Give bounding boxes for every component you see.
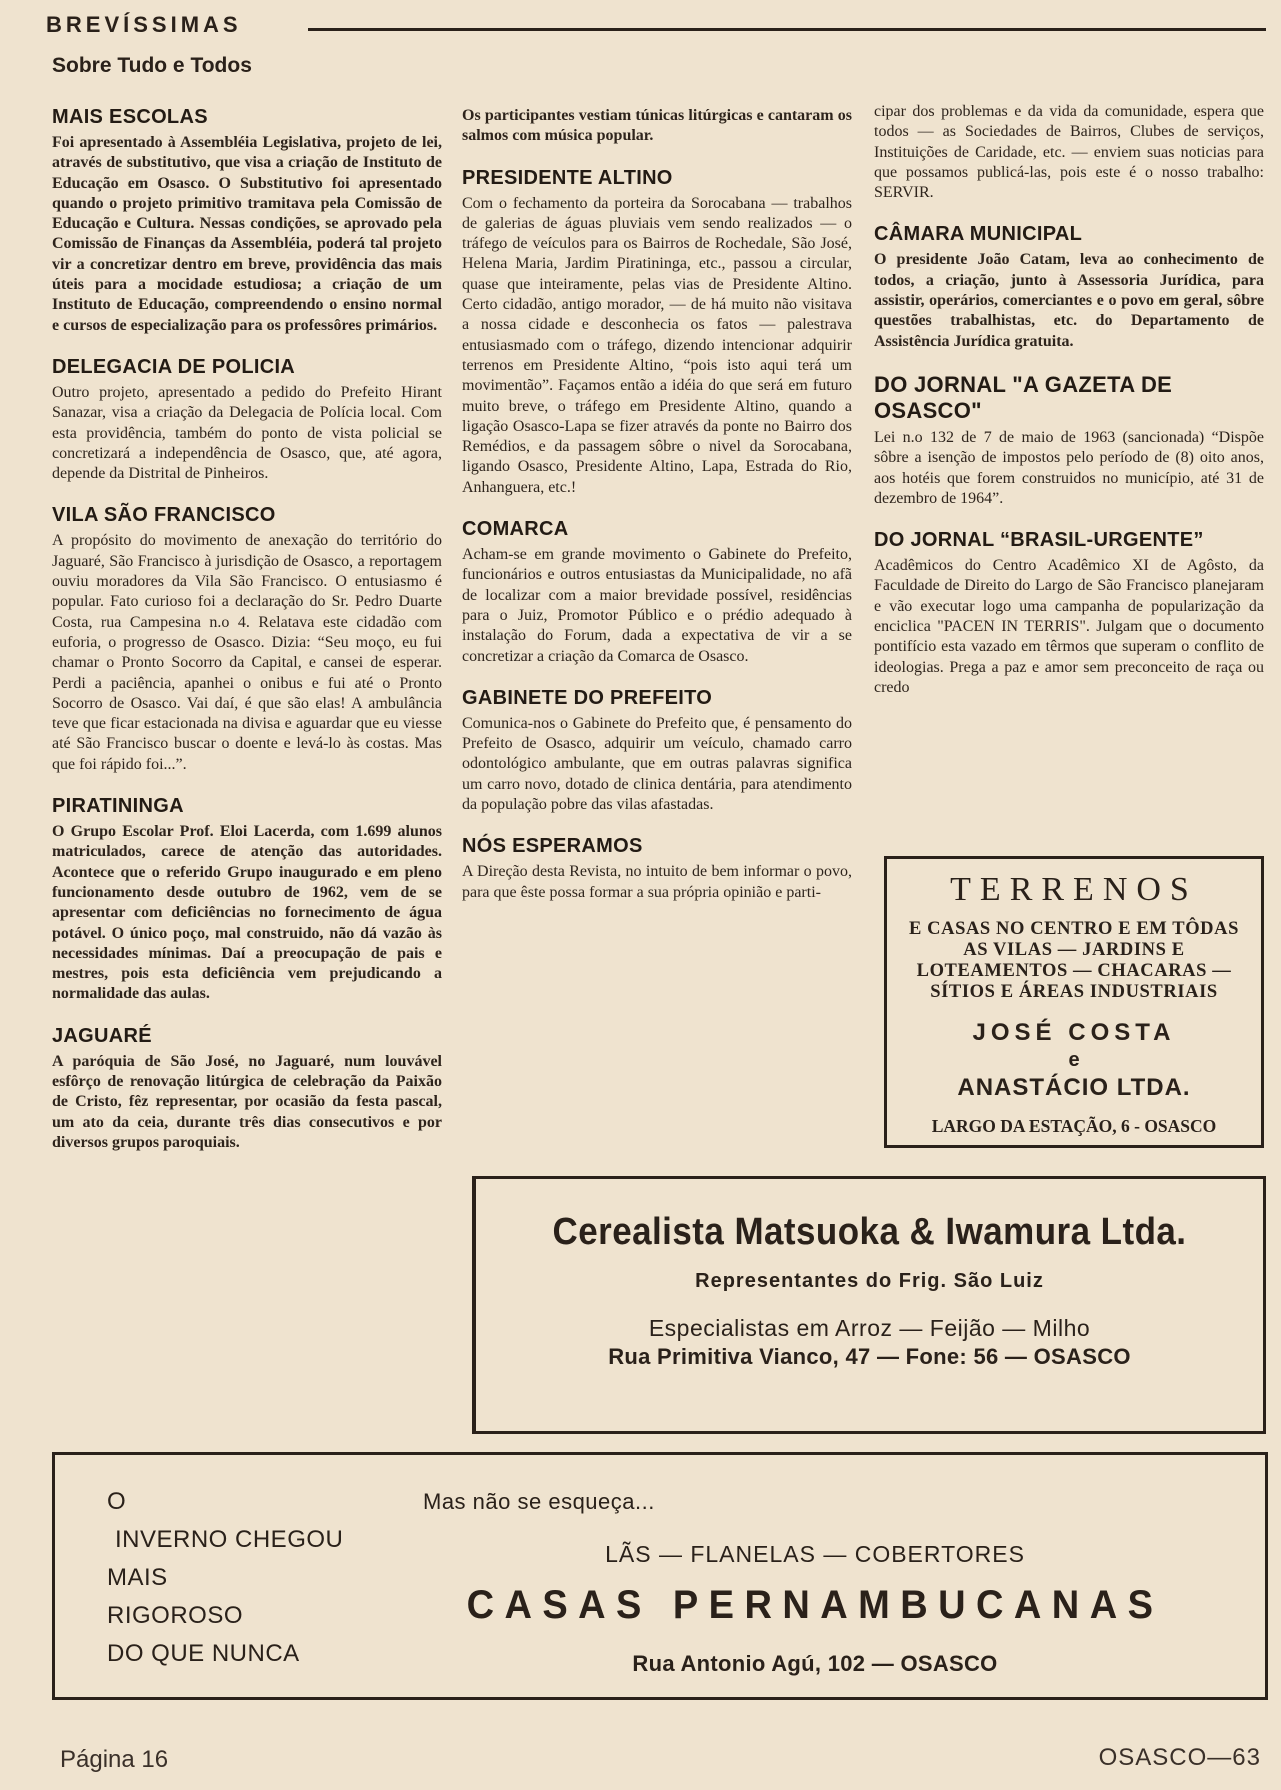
masthead xyxy=(46,12,1266,42)
ad-terrenos-body: E CASAS NO CENTRO E EM TÔDAS AS VILAS — JARDINS E LOTEAMENTOS — CHACARAS — SÍTIOS E ÁREAS INDUSTRIAIS xyxy=(909,919,1239,1002)
article-body: Lei n.o 132 de 7 de maio de 1963 (sancionada) “Dispõe sôbre a isenção de impostos pelo período de (8) oito anos, aos hotéis que forem construidos no município, até 31 de dezembro de 1964”. xyxy=(874,428,1264,507)
article-body: Os participantes vestiam túnicas litúrgicas e cantaram os salmos com música popular. xyxy=(462,107,852,145)
article-presidente-altino xyxy=(462,167,852,498)
ad-casas-pernambucanas xyxy=(52,1452,1268,1700)
article-body: Comunica-nos o Gabinete do Prefeito que, é pensamento do Prefeito de Osasco, adquirir um veículo, chamado carro odontológico ambulante, que em outras palavras significa um carro novo, dotado de clinica dentária, para atendimento da população pobre das vilas afastadas. xyxy=(462,714,852,814)
slogan-line: RIGOROSO xyxy=(107,1602,244,1629)
article-jaguare xyxy=(52,1025,442,1153)
article-heading: PRESIDENTE ALTINO xyxy=(462,166,673,189)
page-number: Página 16 xyxy=(60,1746,169,1773)
ad-cerealista xyxy=(472,1176,1266,1434)
header-rule xyxy=(308,28,1266,31)
article-heading: JAGUARÉ xyxy=(52,1024,152,1047)
article-gazeta-de-osasco xyxy=(874,372,1264,509)
article-camara-municipal xyxy=(874,223,1264,351)
article-heading: PIRATININGA xyxy=(52,795,184,818)
issue-label: OSASCO—63 xyxy=(1098,1744,1261,1771)
article-heading: MAIS ESCOLAS xyxy=(52,106,208,128)
article-nos-esperamos xyxy=(462,835,852,903)
slogan-line: INVERNO CHEGOU xyxy=(115,1526,344,1553)
article-gabinete xyxy=(462,687,852,815)
article-body: Com o fechamento da porteira da Sorocabana — trabalhos de galerias de águas pluviais vem sendo realizados — o tráfego de veículos para os Bairros de Rochedale, São José, Helena Maria, Jardim Piratininga, etc., passou a circular, quase que inteiramente, pelas vias de Presidente Altino. Certo cidadão, antigo morador, — de há muito não visitava a nossa cidade e desconhecia os fatos — palestrava entusiasmado com o tráfego, dizendo intencionar adquirir terrenos em Presidente Altino, “pois isto aqui terá um movimentão”. Façamos então a idéia do que será em futuro muito breve, o tráfego em Presidente Altino, quando a ligação Osasco-Lapa se fizer através da ponte no Bairro dos Remédios, e da passagem sôbre o nivel da Sorocabana, ligando Osasco, Presidente Altino, Lapa, Estrada do Rio, Anhanguera, etc.! xyxy=(462,194,852,496)
section-subtitle: Sobre Tudo e Todos xyxy=(52,54,252,77)
ad-cerealista-line3: Rua Primitiva Vianco, 47 — Fone: 56 — OSASCO xyxy=(608,1344,1131,1369)
article-body: A Direção desta Revista, no intuito de bem informar o povo, para que êste possa formar a sua própria opinião e parti- xyxy=(462,863,852,901)
article-heading: NÓS ESPERAMOS xyxy=(462,835,643,858)
ad-cerealista-name: Cerealista Matsuoka & Iwamura Ltda. xyxy=(552,1211,1187,1253)
section-title: BREVÍSSIMAS xyxy=(46,12,242,37)
article-body: cipar dos problemas e da vida da comunidade, espera que todos — as Sociedades de Bairros, Clubes de serviços, Instituições de Caridade, etc. — enviem suas noticias para que possamos publicá-las, pois este é o nosso trabalho: SERVIR. xyxy=(874,103,1264,202)
ad-terrenos-name2: ANASTÁCIO LTDA. xyxy=(957,1074,1191,1101)
ad-terrenos-title: TERRENOS xyxy=(950,871,1198,908)
article-nos-esperamos-continued xyxy=(874,102,1264,203)
ad-terrenos-name1: JOSÉ COSTA xyxy=(972,1019,1176,1046)
column-2 xyxy=(462,106,852,923)
article-body: A propósito do movimento de anexação do território do Jaguaré, São Francisco à jurisdição de Osasco, a reportagem ouviu moradores da Vila São Francisco. O entusiasmo é popular. Fato curioso foi a declaração do Sr. Pedro Duarte Costa, rua Campesina n.o 4. Relatava este cidadão com euforia, o progresso de Osasco. Dizia: “Seu moço, eu fui chamar o Pronto Socorro da Capital, e cansei de esperar. Perdi a paciência, apanhei o onibus e fui até o Pronto Socorro de Osasco. Vai daí, é que são elas! A ambulância teve que ficar estacionada na divisa e aguardar que eu viesse até São Francisco buscar o doente e levá-lo às costas. Mas que foi rápido foi...”. xyxy=(52,532,442,773)
ad-terrenos xyxy=(884,856,1264,1148)
article-delegacia xyxy=(52,356,442,484)
slogan-line: DO QUE NUNCA xyxy=(107,1640,300,1667)
ad-casas-main xyxy=(375,1455,1255,1697)
article-jaguare-continued xyxy=(462,106,852,147)
article-body: Outro projeto, apresentado a pedido do Prefeito Hirant Sanazar, visa a criação da Delegacia de Polícia local. Com esta providência, também do ponto de vista policial se concretizará a independência de Osasco, que, até agora, depende da Distrital de Pinheiros. xyxy=(52,383,442,483)
article-piratininga xyxy=(52,795,442,1005)
ad-casas-brand: CASAS PERNAMBUCANAS xyxy=(466,1583,1164,1627)
article-comarca xyxy=(462,518,852,667)
slogan-line: O xyxy=(107,1488,127,1515)
ad-casas-address: Rua Antonio Agú, 102 — OSASCO xyxy=(632,1651,998,1676)
column-3 xyxy=(874,102,1264,718)
column-1 xyxy=(52,106,442,1173)
ad-cerealista-line1: Representantes do Frig. São Luiz xyxy=(695,1270,1044,1292)
article-heading: DO JORNAL “BRASIL-URGENTE” xyxy=(874,529,1204,552)
article-heading: DELEGACIA DE POLICIA xyxy=(52,355,296,378)
ad-casas-products: LÃS — FLANELAS — COBERTORES xyxy=(605,1541,1025,1567)
article-body: O presidente João Catam, leva ao conhecimento de todos, a criação, junto à Assessoria Jurídica, para assistir, operários, comerciantes e o povo em geral, sôbre questões trabalhistas, etc. do Departamento de Assistência Jurídica gratuita. xyxy=(874,251,1264,350)
article-vila-sao-francisco xyxy=(52,504,442,775)
slogan-line: MAIS xyxy=(107,1564,168,1591)
article-body: O Grupo Escolar Prof. Eloi Lacerda, com 1.699 alunos matriculados, carece de atenção das autoridades. Acontece que o referido Grupo inaugurado e em pleno funcionamento desde outubro de 1962, vem de se apresentar com deficiências no fornecimento de água potável. O único poço, mal construido, não dá vazão às necessidades mínimas. Daí a preocupação de pais e mestres, pois esta deficiência vem prejudicando a normalidade das aulas. xyxy=(52,823,442,1003)
ad-terrenos-address: LARGO DA ESTAÇÃO, 6 - OSASCO xyxy=(931,1116,1217,1136)
ad-cerealista-line2: Especialistas em Arroz — Feijão — Milho xyxy=(648,1315,1091,1341)
article-heading: CÂMARA MUNICIPAL xyxy=(874,223,1083,246)
article-body: Acham-se em grande movimento o Gabinete do Prefeito, funcionários e outros entusiastas da Municipalidade, no afã de localizar com a maior brevidade possível, residências para o Juiz, Promotor Público e o prédio adequado à instalação do Forum, dada a expectativa de vir a se concretizar a criação da Comarca de Osasco. xyxy=(462,546,852,665)
ad-casas-reminder: Mas não se esqueça... xyxy=(423,1489,655,1514)
article-body: Acadêmicos do Centro Acadêmico XI de Agôsto, da Faculdade de Direito do Largo de São Francisco planejaram e vão executar logo uma campanha de popularização da enciclica "PACEN IN TERRIS". Julgam que o documento pontifício esta vazado em têrmos que superam o conflito de ideologias. Prega a paz e amor sem preconceito de raça ou credo xyxy=(874,557,1264,696)
article-brasil-urgente xyxy=(874,529,1264,698)
ad-casas-slogan xyxy=(107,1483,343,1673)
article-heading: DO JORNAL "A GAZETA DE OSASCO" xyxy=(874,371,1173,423)
article-heading: COMARCA xyxy=(462,518,569,541)
article-body: Foi apresentado à Assembléia Legislativa, projeto de lei, através de substitutivo, que visa a criação de Instituto de Educação em Osasco. O Substitutivo foi apresentado quando o projeto primitivo tramitava pela Comissão de Educação e Cultura. Nessas condições, se aprovado pela Comissão de Finanças da Assembléia, poderá tal projeto vir a concretizar dentro em breve, providência das mais úteis para a mocidade estudiosa; a criação de um Instituto de Educação, compreendendo o ensino normal e cursos de especialização para os professôres primários. xyxy=(52,134,442,334)
article-heading: VILA SÃO FRANCISCO xyxy=(52,504,276,527)
article-mais-escolas xyxy=(52,106,442,336)
ad-terrenos-conj: e xyxy=(1068,1049,1080,1071)
article-body: A paróquia de São José, no Jaguaré, num louvável esfôrço de renovação litúrgica de celebração da Paixão de Cristo, fêz representar, por ocasião da festa pascal, um ato da ceia, durante três dias consecutivos e por diversos grupos paroquiais. xyxy=(52,1052,442,1151)
article-heading: GABINETE DO PREFEITO xyxy=(462,686,713,709)
